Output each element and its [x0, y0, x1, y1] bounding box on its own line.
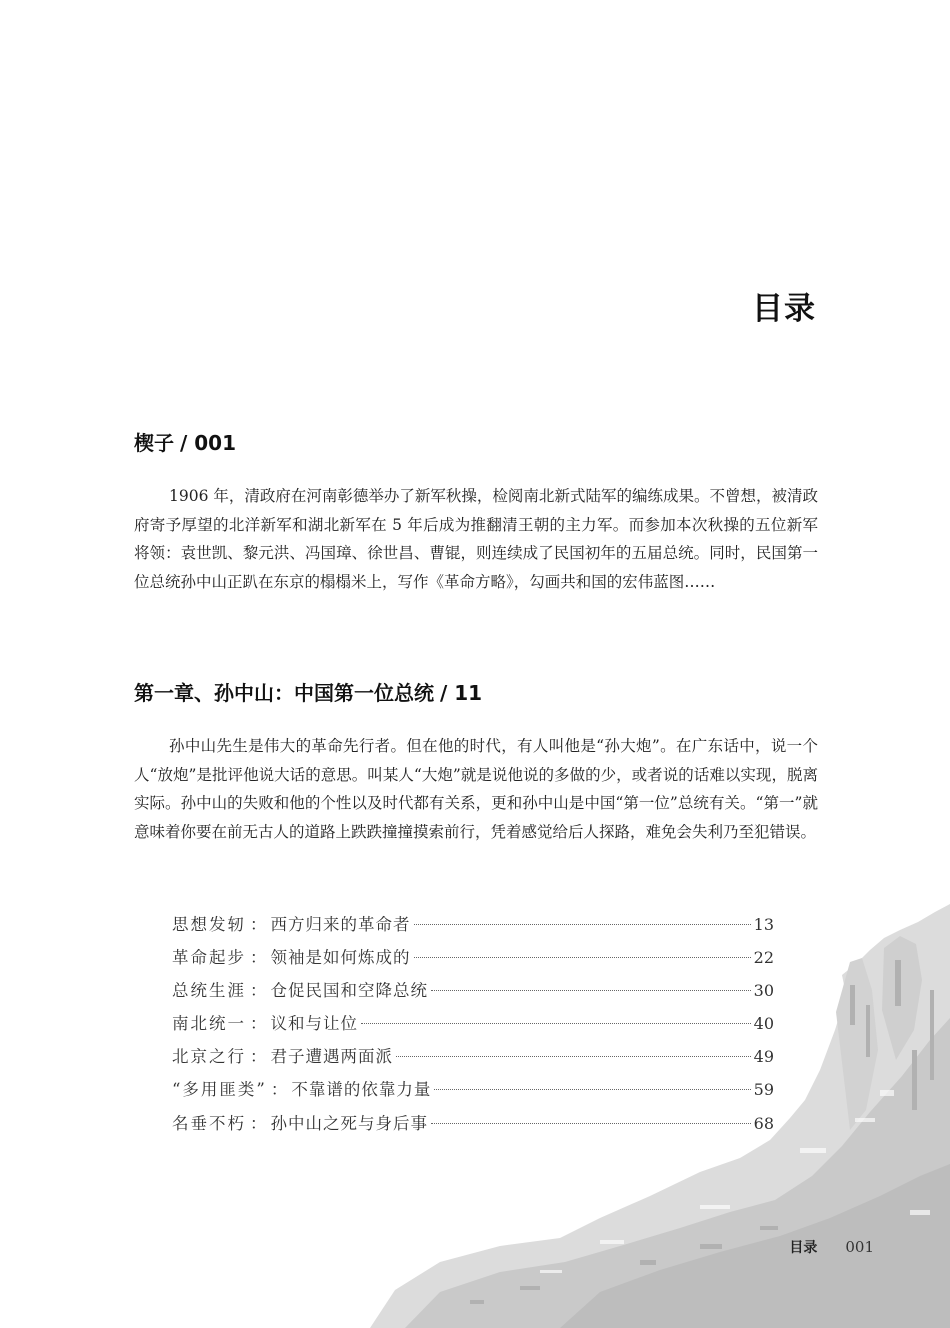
- toc-entry-colon: ：: [250, 1047, 267, 1067]
- toc-entry-page: 59: [753, 1080, 774, 1100]
- page-footer: [789, 1237, 874, 1257]
- toc-leader-dots: [431, 1123, 751, 1124]
- prologue-heading: [134, 430, 818, 456]
- toc-entry[interactable]: [172, 1043, 774, 1076]
- prologue-page-number: / 001: [180, 431, 237, 455]
- toc-entry-topic: 名垂不朽: [172, 1113, 246, 1133]
- toc-entry-page: 40: [753, 1014, 774, 1034]
- toc-entry-topic: 革命起步: [172, 948, 246, 968]
- toc-leader-dots: [396, 1056, 751, 1057]
- toc-entry-page: 22: [753, 948, 774, 968]
- toc-leader-dots: [434, 1089, 750, 1090]
- toc-leader-dots: [361, 1023, 751, 1024]
- toc-entry-subtitle: 议和与让位: [270, 1014, 358, 1034]
- toc-entry[interactable]: [172, 911, 774, 944]
- toc-entry-colon: ：: [250, 981, 267, 1001]
- toc-entry-topic: “多用匪类”: [172, 1080, 267, 1100]
- toc-entry-subtitle: 西方归来的革命者: [270, 915, 411, 934]
- toc-entry[interactable]: [172, 1110, 774, 1143]
- prologue-summary: 1906 年，清政府在河南彰德举办了新军秋操，检阅南北新式陆军的编练成果。不曾想，被清政府寄予厚望的北洋新军和湖北新军在 5 年后成为推翻清王朝的主力军。而参加本次秋操的五位新军将领：袁世凯、黎元洪、冯国璋、徐世昌、曹锟，则连续成了民国初年的五届总统。同时，民国第一位总统孙中山正趴在东京的榻榻米上，写作《革命方略》，勾画共和国的宏伟蓝图……: [134, 487, 818, 592]
- toc-entry-colon: ：: [250, 1014, 267, 1034]
- toc-entry-page: 13: [753, 915, 774, 934]
- toc-entry-subtitle: 仓促民国和空降总统: [270, 981, 428, 1001]
- toc-entry-page: 68: [753, 1113, 774, 1133]
- toc-entry[interactable]: [172, 1010, 774, 1043]
- toc-entry-subtitle: 领袖是如何炼成的: [270, 948, 411, 968]
- toc-entry-page: 30: [753, 981, 774, 1001]
- toc-entry-colon: ：: [250, 948, 267, 968]
- footer-page-number: 001: [845, 1238, 874, 1256]
- toc-entry[interactable]: [172, 944, 774, 977]
- chapter-1-toc: [172, 911, 774, 1143]
- toc-entry-topic: 思想发轫: [172, 915, 246, 934]
- toc-entry-topic: 总统生涯: [172, 981, 246, 1001]
- toc-entry-subtitle: 君子遭遇两面派: [270, 1047, 393, 1067]
- toc-leader-dots: [431, 990, 751, 991]
- chapter-1-summary: 孙中山先生是伟大的革命先行者。但在他的时代，有人叫他是“孙大炮”。在广东话中，说一个人“放炮”是批评他说大话的意思。叫某人“大炮”就是说他说的多做的少，或者说的话难以实现，脱离实际。孙中山的失败和他的个性以及时代都有关系，更和孙中山是中国“第一位”总统有关。“第一”就意味着你要在前无古人的道路上跌跌撞撞摸索前行，凭着感觉给后人探路，难免会失利乃至犯错误。: [134, 737, 818, 842]
- toc-entry-colon: ：: [250, 915, 267, 934]
- toc-entry-subtitle: 不靠谱的依靠力量: [291, 1080, 432, 1100]
- toc-entry-topic: 南北统一: [172, 1014, 246, 1034]
- toc-entry[interactable]: [172, 1076, 774, 1109]
- chapter-1-section: [134, 680, 818, 847]
- toc-entry[interactable]: [172, 977, 774, 1010]
- prologue-title: 楔子: [134, 431, 174, 455]
- chapter-1-heading: [134, 680, 818, 706]
- toc-entry-page: 49: [753, 1047, 774, 1067]
- toc-entry-colon: ：: [270, 1080, 288, 1100]
- chapter-1-page-number: / 11: [440, 681, 483, 705]
- prologue-section: [134, 430, 818, 597]
- page-title: 目录: [752, 291, 816, 327]
- toc-entry-subtitle: 孙中山之死与身后事: [270, 1113, 428, 1133]
- toc-leader-dots: [414, 924, 751, 925]
- chapter-1-title: 第一章、孙中山：中国第一位总统: [134, 681, 434, 705]
- footer-section-label: 目录: [789, 1240, 818, 1256]
- toc-leader-dots: [414, 957, 751, 958]
- toc-entry-colon: ：: [250, 1113, 267, 1133]
- toc-entry-topic: 北京之行: [172, 1047, 246, 1067]
